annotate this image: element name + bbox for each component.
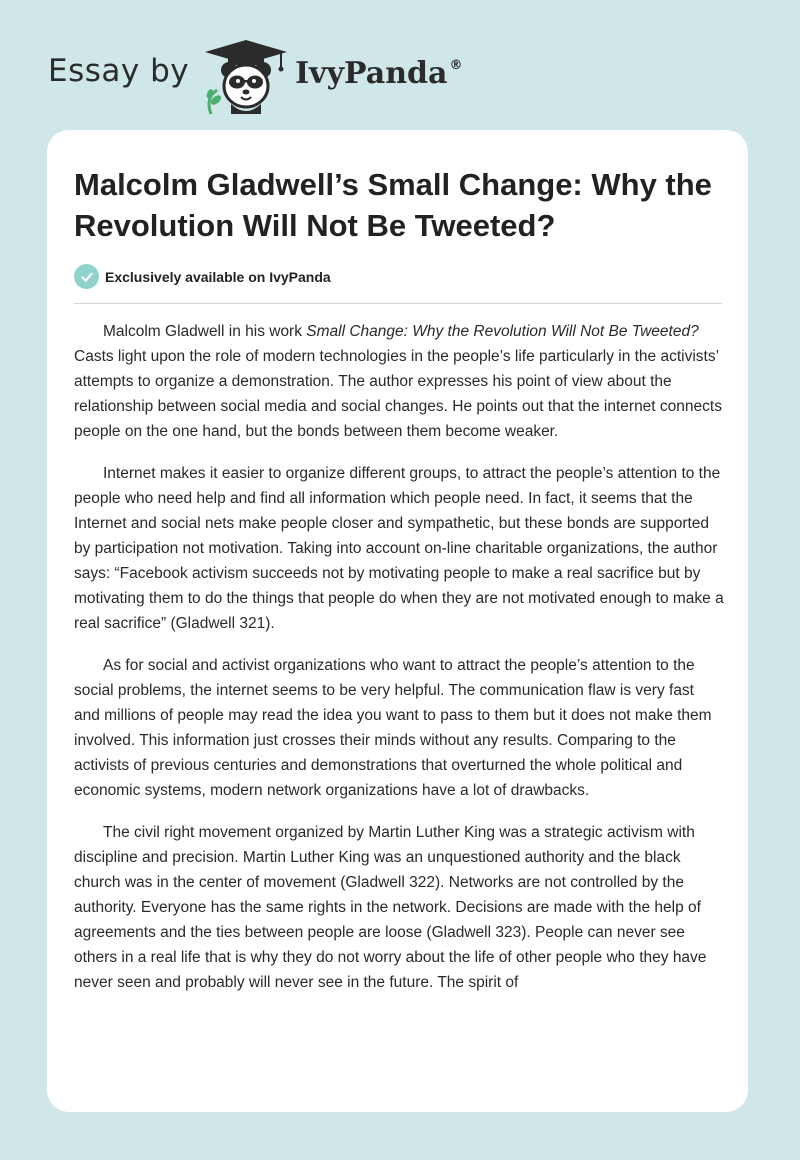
- site-header: [48, 30, 462, 120]
- paragraph-1-rest: Casts light upon the role of modern technologies in the people’s life particularly in the activists’ attempts to organize a demonstration. The author expresses his point of view about the relationship between social media and social changes. He points out that the internet connects people on the one hand, but the bonds between them become weaker.: [74, 348, 722, 440]
- registered-mark: ®: [449, 57, 463, 73]
- brand-name[interactable]: [295, 56, 462, 91]
- brand-text: IvyPanda: [295, 55, 448, 91]
- exclusive-badge: [74, 264, 331, 289]
- check-icon: [74, 264, 99, 289]
- essay-by-label: Essay by: [48, 53, 190, 89]
- paragraph-3: As for social and activist organizations who want to attract the people’s attention to the social problems, the internet seems to be very helpful. The communication flaw is very fast and millions of people may read the idea you want to pass to them but it does not make them involved. This information just crosses their minds without any results. Comparing to the activists of previous centuries and demonstrations that overturned the whole political and economic systems, modern network organizations have a lot of drawbacks.: [74, 657, 712, 799]
- paragraph-1: [74, 319, 724, 444]
- work-title: Small Change: Why the Revolution Will Not Be Tweeted?: [306, 323, 699, 340]
- exclusive-label: Exclusively available on IvyPanda: [105, 268, 331, 285]
- divider: [74, 303, 722, 304]
- paragraph-2: Internet makes it easier to organize different groups, to attract the people’s attention to the people who need help and find all information which people need. In fact, it seems that the Internet and social nets make people closer and sympathetic, but these bonds are supported by participation not motivation. Taking into account on-line charitable organizations, the author says: “Facebook activism succeeds not by motivating people to make a real sacrifice but by motivating them to do the things that people do when they are not motivated enough to make a real sacrifice” (Gladwell 321).: [74, 465, 724, 632]
- essay-body: [74, 319, 724, 1012]
- paragraph-1-start: Malcolm Gladwell in his work: [103, 323, 307, 340]
- paragraph-4: The civil right movement organized by Martin Luther King was a strategic activism with discipline and precision. Martin Luther King was an unquestioned authority and the black church was in the center of movement (Gladwell 322). Networks are not controlled by the authority. Everyone has the same rights in the network. Decisions are made with the help of agreements and the ties between people are loose (Gladwell 323). People can never see others in a real life that is why they do not worry about the life of other people who they have never seen and probably will never see in the future. The spirit of: [74, 824, 707, 991]
- essay-card: [47, 130, 748, 1112]
- essay-title: Malcolm Gladwell’s Small Change: Why the Revolution Will Not Be Tweeted?: [74, 167, 712, 243]
- panda-graduate-logo-icon[interactable]: [203, 34, 289, 116]
